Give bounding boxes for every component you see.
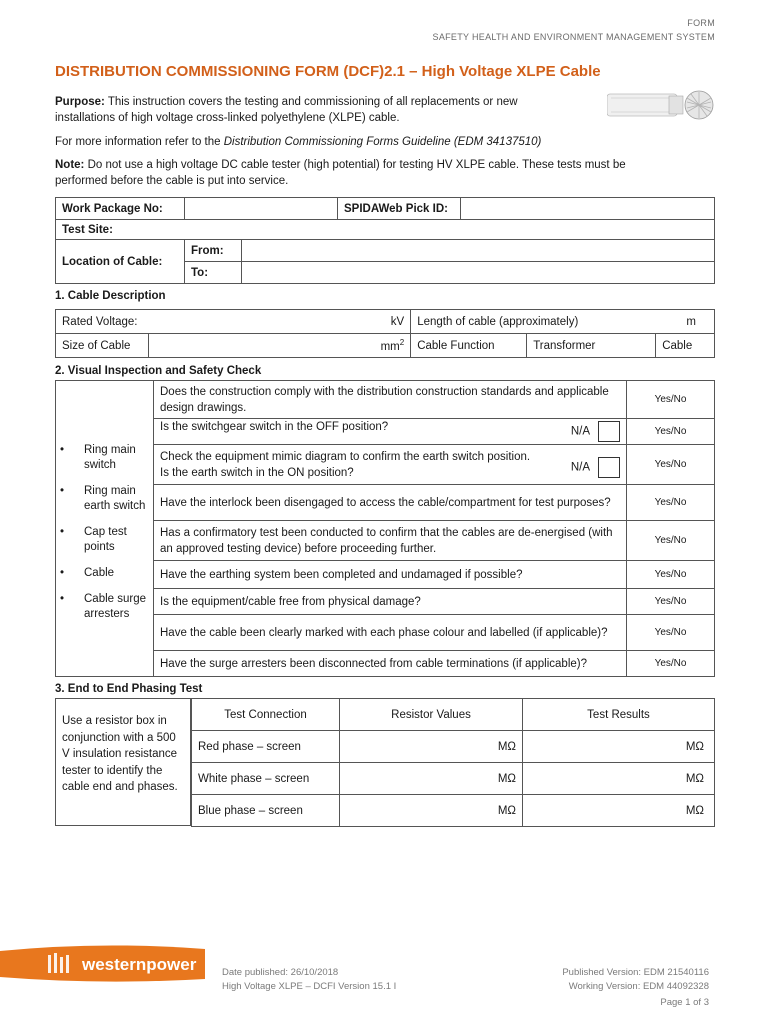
question-2 — [154, 419, 627, 445]
answer-1[interactable]: Yes/No — [627, 381, 715, 419]
cable-description-table — [55, 309, 715, 358]
purpose-text-1: This instruction covers the testing and commissioning of all replacements or new — [104, 96, 518, 108]
guideline-reference: Distribution Commissioning Forms Guideline (EDM 34137510) — [223, 136, 542, 148]
components-list — [56, 443, 153, 622]
answer-9[interactable]: Yes/No — [627, 651, 715, 677]
work-info-table — [55, 197, 715, 220]
row-red-resistor[interactable]: MΩ — [340, 731, 523, 763]
form-label: FORM — [687, 18, 715, 28]
working-version: Working Version: EDM 44092328 — [568, 981, 709, 992]
component-item: • Ring main switch — [56, 443, 153, 473]
answer-3[interactable]: Yes/No — [627, 445, 715, 485]
transformer-option[interactable]: Transformer — [527, 334, 656, 358]
more-info-text: For more information refer to the — [55, 136, 224, 148]
col-test-results: Test Results — [523, 699, 715, 731]
na-checkbox-2[interactable] — [598, 421, 620, 442]
question-4: Have the interlock been disengaged to access the cable/compartment for test purposes? — [154, 485, 627, 521]
function-label: Cable Function — [411, 334, 527, 358]
length-label: Length of cable (approximately) — [417, 315, 579, 328]
more-info — [55, 134, 541, 150]
question-5: Has a confirmatory test been conducted to confirm that the cables are de-energised (with an approved testing device) before proceeding further. — [154, 521, 627, 561]
component-item: • Cable — [56, 566, 153, 581]
question-6: Have the earthing system been completed and undamaged if possible? — [154, 561, 627, 589]
footer-right — [562, 966, 709, 1010]
answer-6[interactable]: Yes/No — [627, 561, 715, 589]
question-3 — [154, 445, 627, 485]
from-label: From: — [185, 240, 242, 262]
components-cell — [56, 381, 154, 677]
mm-superscript: 2 — [399, 338, 405, 348]
question-9: Have the surge arresters been disconnected from cable terminations (if applicable)? — [154, 651, 627, 677]
row-blue-connection: Blue phase – screen — [192, 795, 340, 827]
section-2-heading: 2. Visual Inspection and Safety Check — [55, 365, 262, 377]
phasing-instructions: Use a resistor box in conjunction with a 500 V insulation resistance tester to identify the cable end and phases. — [55, 698, 191, 826]
doc-name: High Voltage XLPE – DCFI Version 15.1 I — [222, 981, 397, 992]
answer-4[interactable]: Yes/No — [627, 485, 715, 521]
answer-7[interactable]: Yes/No — [627, 589, 715, 615]
col-test-connection: Test Connection — [192, 699, 340, 731]
work-package-label: Work Package No: — [56, 198, 185, 220]
row-blue-result[interactable]: MΩ — [523, 795, 715, 827]
row-white-result[interactable]: MΩ — [523, 763, 715, 795]
page-number: Page 1 of 3 — [660, 997, 709, 1008]
note-label: Note: — [55, 159, 85, 171]
to-label: To: — [185, 262, 242, 284]
answer-2[interactable]: Yes/No — [627, 419, 715, 445]
purpose-label: Purpose: — [55, 96, 105, 108]
logo-text: westernpower — [82, 955, 197, 974]
row-red-connection: Red phase – screen — [192, 731, 340, 763]
spida-label: SPIDAWeb Pick ID: — [338, 198, 461, 220]
na-label-2: N/A — [570, 425, 590, 438]
row-blue-resistor[interactable]: MΩ — [340, 795, 523, 827]
row-red-result[interactable]: MΩ — [523, 731, 715, 763]
question-1: Does the construction comply with the distribution construction standards and applicable design drawings. — [154, 381, 627, 419]
work-package-input[interactable] — [185, 198, 338, 220]
size-label: Size of Cable — [56, 334, 149, 358]
kv-unit: kV — [390, 315, 405, 328]
m-unit: m — [686, 315, 696, 328]
published-version: Published Version: EDM 21540116 — [562, 967, 709, 978]
question-3-text: Check the equipment mimic diagram to confirm the earth switch position. — [160, 450, 531, 463]
location-label: Location of Cable: — [56, 240, 185, 284]
answer-5[interactable]: Yes/No — [627, 521, 715, 561]
length-cell[interactable] — [411, 310, 715, 334]
purpose-paragraph — [55, 94, 605, 126]
test-site-label: Test Site: — [56, 220, 715, 240]
cable-option[interactable]: Cable — [656, 334, 715, 358]
western-power-logo — [0, 945, 205, 983]
to-input[interactable] — [242, 262, 715, 284]
question-7: Is the equipment/cable free from physical damage? — [154, 589, 627, 615]
system-label: SAFETY HEALTH AND ENVIRONMENT MANAGEMENT SYSTEM — [432, 32, 715, 42]
spida-input[interactable] — [461, 198, 715, 220]
question-2-text: Is the switchgear switch in the OFF position? — [160, 421, 389, 433]
date-published: Date published: 26/10/2018 — [222, 967, 339, 978]
note-text-1: Do not use a high voltage DC cable tester (high potential) for testing HV XLPE cable. These tests must be — [84, 159, 626, 171]
location-table — [55, 219, 715, 284]
question-8: Have the cable been clearly marked with each phase colour and labelled (if applicable)? — [154, 615, 627, 651]
page-title: DISTRIBUTION COMMISSIONING FORM (DCF)2.1 – High Voltage XLPE Cable — [55, 63, 601, 80]
component-item: • Cap test points — [56, 525, 153, 555]
row-white-connection: White phase – screen — [192, 763, 340, 795]
na-label-3: N/A — [570, 461, 590, 474]
question-3-text-2: Is the earth switch in the ON position? — [160, 466, 354, 479]
note-paragraph — [55, 157, 720, 189]
cable-image — [607, 88, 715, 122]
note-text-2: performed before the cable is put into service. — [55, 175, 289, 187]
rated-voltage-label: Rated Voltage: — [62, 315, 138, 328]
component-item: • Ring main earth switch — [56, 484, 153, 514]
inspection-table — [55, 380, 715, 677]
purpose-text-2: installations of high voltage cross-linked polyethylene (XLPE) cable. — [55, 112, 400, 124]
phasing-table — [191, 698, 715, 827]
rated-voltage-cell[interactable] — [56, 310, 411, 334]
size-input[interactable] — [149, 334, 411, 358]
answer-8[interactable]: Yes/No — [627, 615, 715, 651]
from-input[interactable] — [242, 240, 715, 262]
footer-left — [222, 966, 396, 994]
na-checkbox-3[interactable] — [598, 457, 620, 478]
section-1-heading: 1. Cable Description — [55, 290, 166, 302]
row-white-resistor[interactable]: MΩ — [340, 763, 523, 795]
mm-unit: mm — [380, 340, 400, 353]
section-3-heading: 3. End to End Phasing Test — [55, 683, 203, 695]
col-resistor-values: Resistor Values — [340, 699, 523, 731]
component-item: • Cable surge arresters — [56, 592, 153, 622]
